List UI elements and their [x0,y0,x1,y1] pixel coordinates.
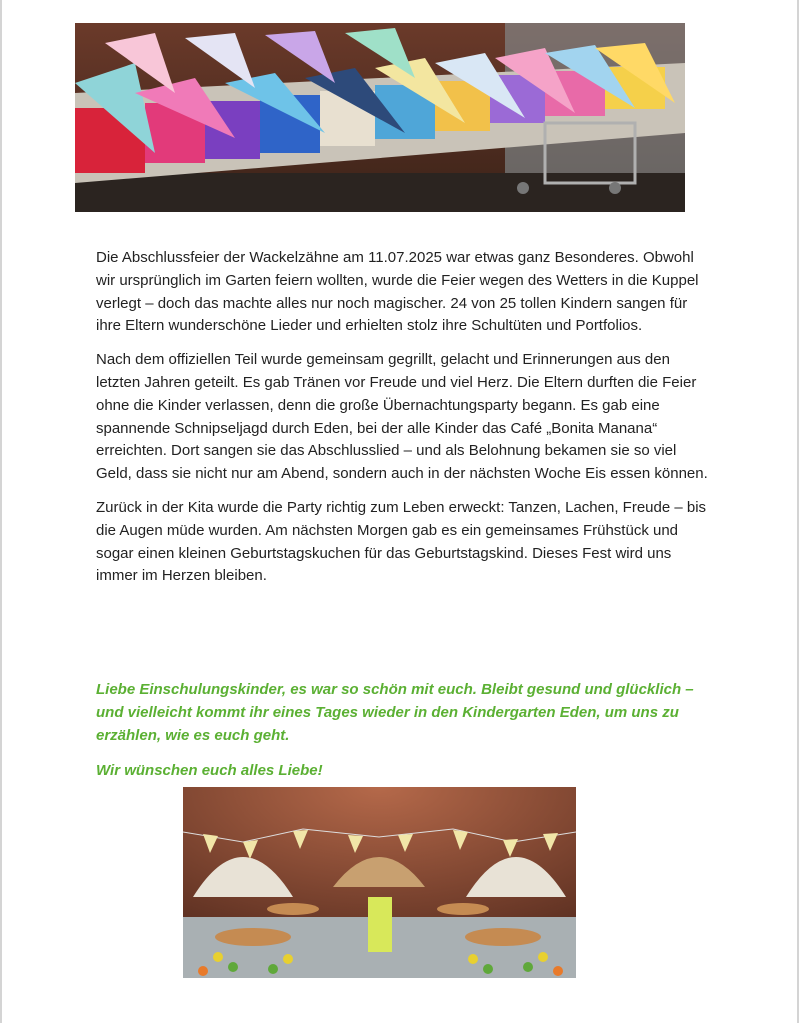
article-body [96,247,716,599]
school-cones-photo [75,23,685,212]
farewell-greeting: Liebe Einschulungskinder, es war so schön mit euch. Bleibt gesund und glücklich – und vielleicht kommt ihr eines Tages wieder in den Kindergarten Eden, um uns zu erzählen, wie es euch geht. [96,681,694,744]
article-paragraph: Zurück in der Kita wurde die Party richtig zum Leben erweckt: Tanzen, Lachen, Freude – bis die Augen müde wurden. Am nächsten Morgen gab es ein gemeinsames Frühstück und sogar einen kleinen Geburtstagskuchen für das Geburtstagskind. Dieses Fest wird uns immer im Herzen bleiben. [96,498,707,585]
article-paragraph: Nach dem offiziellen Teil wurde gemeinsam gegrillt, gelacht und Erinnerungen aus den letzten Jahren geteilt. Es gab Tränen vor Freude und viel Herz. Die Eltern durften die Feier ohne die Kinder verlassen, denn die große Übernachtungsparty begann. Es gab eine spannende Schnipseljagd durch Eden, bei der alle Kinder das Café „Bonita Manana“ erreichten. Dort sangen sie das Abschlusslied – und als Belohnung bekamen sie so viel Geld, dass sie nicht nur am Abend, sondern auch in der nächsten Woche Eis essen können. [96,351,708,483]
dome-hall-illustration [183,787,576,978]
farewell-wish: Wir wünschen euch alles Liebe! [96,762,323,779]
school-cones-illustration [75,23,685,212]
article-paragraph: Die Abschlussfeier der Wackelzähne am 11.07.2025 war etwas ganz Besonderes. Obwohl wir ursprünglich im Garten feiern wollten, wurde die Feier wegen des Wetters in die Kuppel verlegt – doch das machte alles nur noch magischer. 24 von 25 tollen Kindern sangen für ihre Eltern wunderschöne Lieder und erhielten stolz ihre Schultüten und Portfolios. [96,249,699,335]
dome-hall-photo [183,787,576,978]
page-edge-left [0,0,2,1023]
